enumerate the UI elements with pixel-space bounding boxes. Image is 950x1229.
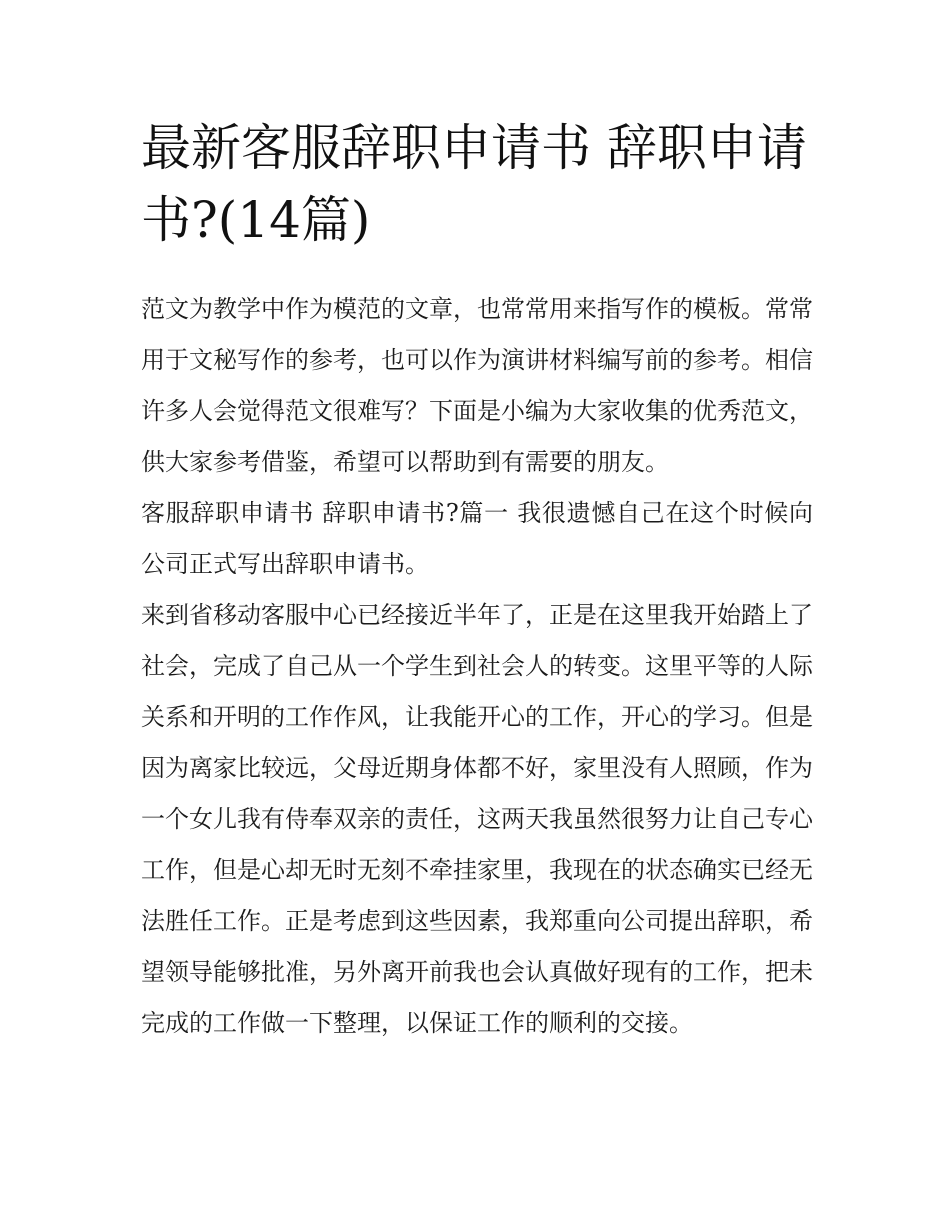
section-heading-paragraph: 客服辞职申请书 辞职申请书?篇一 我很遗憾自己在这个时候向公司正式写出辞职申请书。: [141, 499, 813, 578]
body-paragraph: 来到省移动客服中心已经接近半年了，正是在这里我开始踏上了社会，完成了自己从一个学生到社会人的转变。这里平等的人际关系和开明的工作作风，让我能开心的工作，开心的学习。但是因为离家比较远，父母近期身体都不好，家里没有人照顾，作为一个女儿我有侍奉双亲的责任，这两天我虽然很努力让自己专心工作，但是心却无时无刻不牵挂家里，我现在的状态确实已经无法胜任工作。正是考虑到这些因素，我郑重向公司提出辞职，希望领导能够批准，另外离开前我也会认真做好现有的工作，把未完成的工作做一下整理，以保证工作的顺利的交接。: [141, 601, 813, 1037]
intro-paragraph: 范文为教学中作为模范的文章，也常常用来指写作的模板。常常用于文秘写作的参考，也可以作为演讲材料编写前的参考。相信许多人会觉得范文很难写？下面是小编为大家收集的优秀范文，供大家参考借鉴，希望可以帮助到有需要的朋友。: [141, 295, 813, 476]
document-body: [141, 112, 813, 1049]
document-title: 最新客服辞职申请书 辞职申请书?(14篇): [141, 119, 807, 249]
